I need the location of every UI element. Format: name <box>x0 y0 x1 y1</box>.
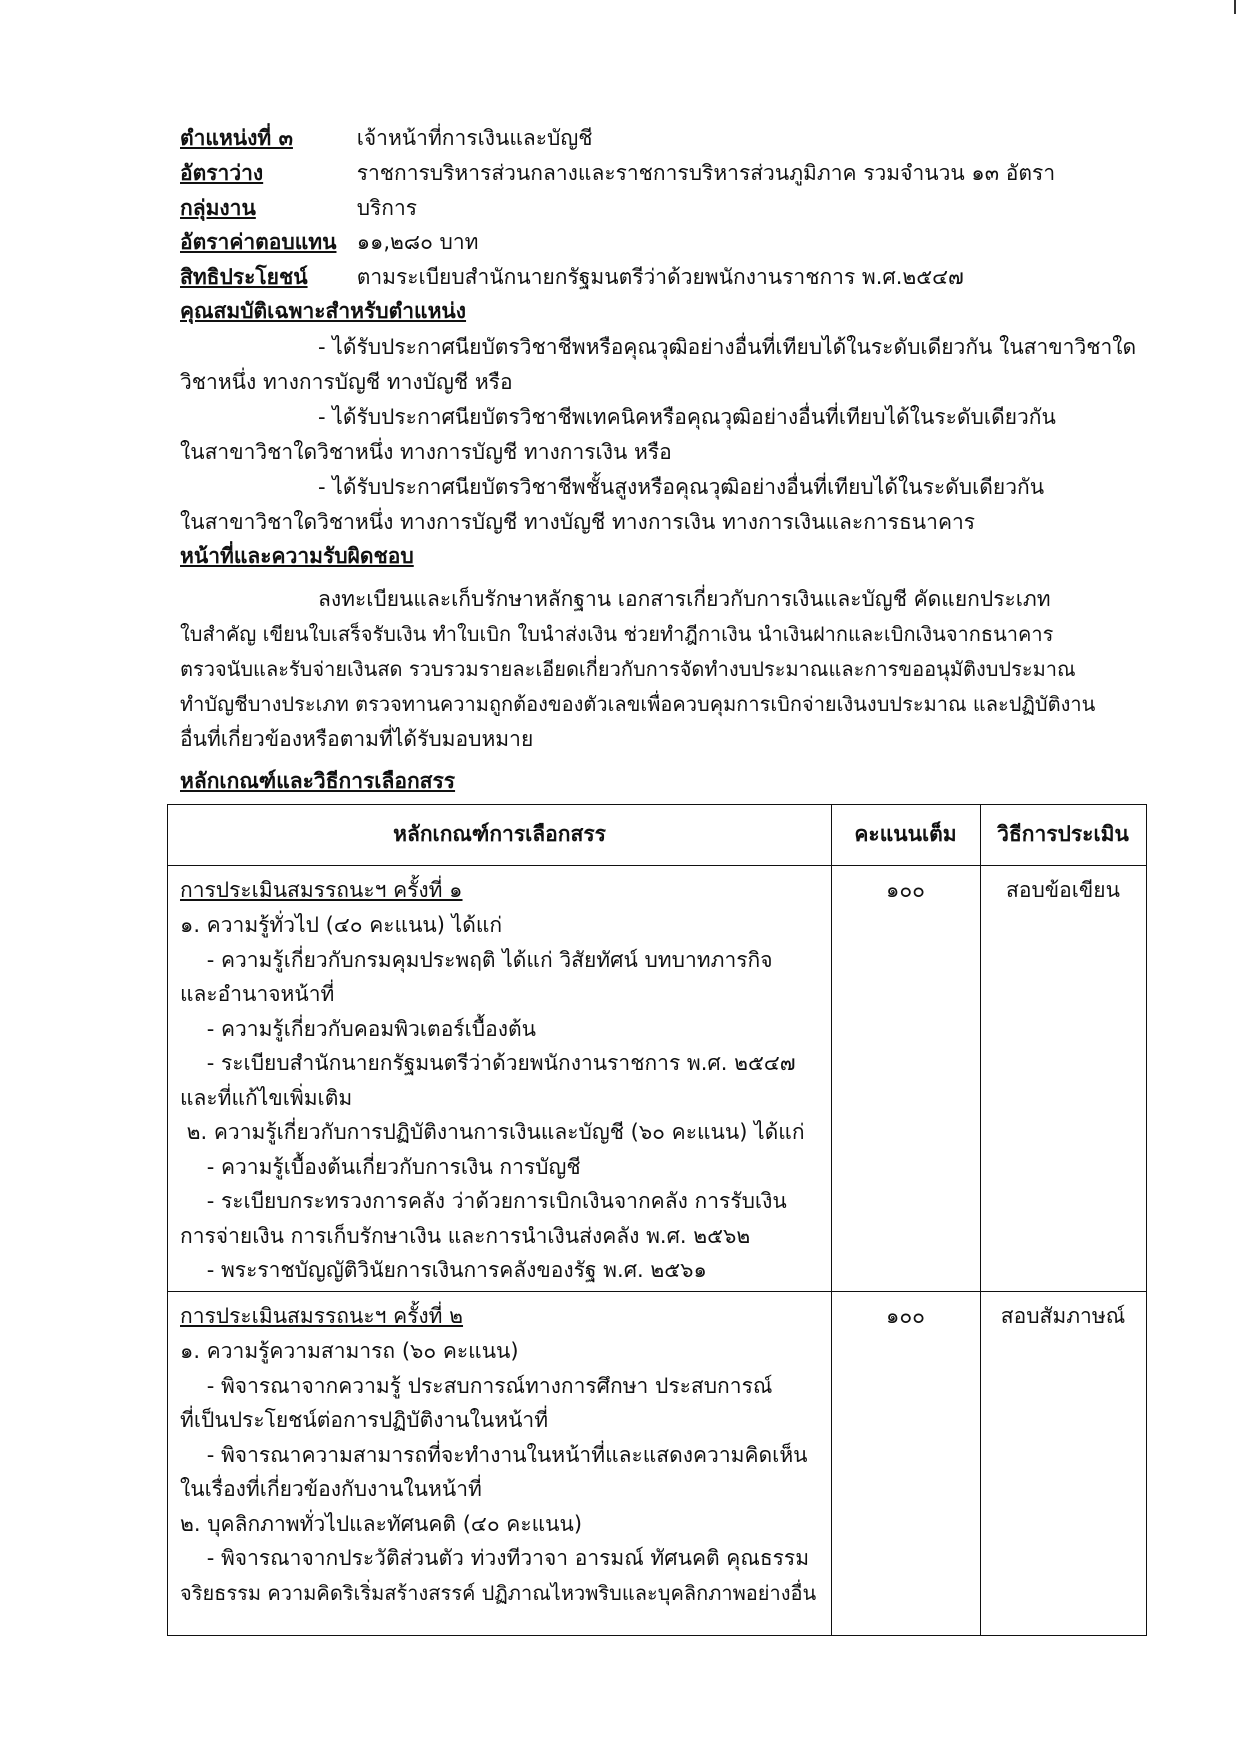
duties-heading: หน้าที่และความรับผิดชอบ <box>180 544 414 568</box>
criteria-table <box>167 804 1147 1636</box>
duties-line: ตรวจนับและรับจ่ายเงินสด รวบรวมรายละเอียดเกี่ยวกับการจัดทำงบประมาณและการขออนุมัติงบประมาณ <box>180 657 1076 681</box>
work-group-label: กลุ่มงาน <box>180 196 256 220</box>
duties-line: อื่นที่เกี่ยวข้องหรือตามที่ได้รับมอบหมาย <box>180 727 534 751</box>
position-label: ตำแหน่งที่ ๓ <box>180 126 293 150</box>
benefits-row <box>180 262 964 292</box>
benefits-value: ตามระเบียบสำนักนายกรัฐมนตรีว่าด้วยพนักงานราชการ พ.ศ.๒๕๔๗ <box>356 265 964 289</box>
criteria-heading: หลักเกณฑ์และวิธีการเลือกสรร <box>180 769 456 793</box>
qualification-line: ในสาขาวิชาใดวิชาหนึ่ง ทางการบัญชี ทางบัญชี ทางการเงิน ทางการเงินและการธนาคาร <box>180 510 976 534</box>
table-row-title: การประเมินสมรรถนะฯ ครั้งที่ ๑ <box>180 878 463 902</box>
duties-line: ทำบัญชีบางประเภท ตรวจทานความถูกต้องของตัวเลขเพื่อควบคุมการเบิกจ่ายเงินงบประมาณ และปฏิบัติงาน <box>180 692 1096 716</box>
table-row-line: - ความรู้เบื้องต้นเกี่ยวกับการเงิน การบัญชี <box>180 1155 581 1179</box>
qualification-line: - ได้รับประกาศนียบัตรวิชาชีพเทคนิคหรือคุณวุฒิอย่างอื่นที่เทียบได้ในระดับเดียวกัน <box>318 405 1056 429</box>
table-row-line: - ความรู้เกี่ยวกับคอมพิวเตอร์เบื้องต้น <box>180 1017 536 1041</box>
work-group-row <box>180 193 417 223</box>
table-column-divider <box>831 805 832 1635</box>
table-header-method: วิธีการประเมิน <box>997 822 1129 846</box>
table-header-criteria: หลักเกณฑ์การเลือกสรร <box>393 822 606 846</box>
table-row-line: - พระราชบัญญัติวินัยการเงินการคลังของรัฐ พ.ศ. ๒๕๖๑ <box>180 1258 707 1282</box>
page-edge-mark <box>1234 0 1242 14</box>
salary-label: อัตราค่าตอบแทน <box>180 230 337 254</box>
table-row-line: - พิจารณาความสามารถที่จะทำงานในหน้าที่และแสดงความคิดเห็น <box>180 1443 808 1467</box>
table-row-line: - ความรู้เกี่ยวกับกรมคุมประพฤติ ได้แก่ วิสัยทัศน์ บทบาทภารกิจ <box>180 948 773 972</box>
table-row-line: การจ่ายเงิน การเก็บรักษาเงิน และการนำเงินส่งคลัง พ.ศ. ๒๕๖๒ <box>180 1224 751 1248</box>
table-column-divider <box>980 805 981 1635</box>
table-row-score: ๑๐๐ <box>886 878 925 902</box>
table-header-divider <box>168 865 1146 866</box>
work-group-value: บริการ <box>356 196 418 220</box>
qualification-line: วิชาหนึ่ง ทางการบัญชี ทางบัญชี หรือ <box>180 370 513 394</box>
table-row-line: - พิจารณาจากประวัติส่วนตัว ท่วงทีวาจา อารมณ์ ทัศนคติ คุณธรรม <box>180 1546 810 1570</box>
table-row-line: จริยธรรม ความคิดริเริ่มสร้างสรรค์ ปฏิภาณไหวพริบและบุคลิกภาพอย่างอื่น <box>180 1581 817 1605</box>
table-row-score: ๑๐๐ <box>886 1304 925 1328</box>
qualification-line: - ได้รับประกาศนียบัตรวิชาชีพชั้นสูงหรือคุณวุฒิอย่างอื่นที่เทียบได้ในระดับเดียวกัน <box>318 475 1045 499</box>
table-row-line: - ระเบียบสำนักนายกรัฐมนตรีว่าด้วยพนักงานราชการ พ.ศ. ๒๕๔๗ <box>180 1051 796 1075</box>
table-row-divider <box>168 1291 1146 1292</box>
table-row-line: ๑. ความรู้ทั่วไป (๔๐ คะแนน) ได้แก่ <box>180 913 503 937</box>
table-row-line: ที่เป็นประโยชน์ต่อการปฏิบัติงานในหน้าที่ <box>180 1408 549 1432</box>
qualification-line: - ได้รับประกาศนียบัตรวิชาชีพหรือคุณวุฒิอย่างอื่นที่เทียบได้ในระดับเดียวกัน ในสาขาวิชาใด <box>318 335 1137 359</box>
position-row <box>180 123 593 153</box>
qualifications-heading: คุณสมบัติเฉพาะสำหรับตำแหน่ง <box>180 299 467 323</box>
table-row-line: ๒. ความรู้เกี่ยวกับการปฏิบัติงานการเงินและบัญชี (๖๐ คะแนน) ได้แก่ <box>180 1120 805 1144</box>
table-row-method: สอบข้อเขียน <box>1006 878 1120 902</box>
table-header-score: คะแนนเต็ม <box>854 822 957 846</box>
table-row-line: ในเรื่องที่เกี่ยวข้องกับงานในหน้าที่ <box>180 1477 482 1501</box>
table-row-line: ๒. บุคลิกภาพทั่วไปและทัศนคติ (๔๐ คะแนน) <box>180 1512 583 1536</box>
position-value: เจ้าหน้าที่การเงินและบัญชี <box>356 126 593 150</box>
table-row-line: และอำนาจหน้าที่ <box>180 982 335 1006</box>
salary-row <box>180 227 479 257</box>
table-row-method: สอบสัมภาษณ์ <box>1000 1304 1126 1328</box>
table-row-title: การประเมินสมรรถนะฯ ครั้งที่ ๒ <box>180 1304 464 1328</box>
table-row-line: - พิจารณาจากความรู้ ประสบการณ์ทางการศึกษา ประสบการณ์ <box>180 1374 773 1398</box>
duties-line: ใบสำคัญ เขียนใบเสร็จรับเงิน ทำใบเบิก ใบนำส่งเงิน ช่วยทำฎีกาเงิน นำเงินฝากและเบิกเงินจากธนาคาร <box>180 622 1054 646</box>
vacancy-value: ราชการบริหารส่วนกลางและราชการบริหารส่วนภูมิภาค รวมจำนวน ๑๓ อัตรา <box>356 161 1056 185</box>
duties-line: ลงทะเบียนและเก็บรักษาหลักฐาน เอกสารเกี่ยวกับการเงินและบัญชี คัดแยกประเภท <box>318 587 1051 611</box>
table-row-line: ๑. ความรู้ความสามารถ (๖๐ คะแนน) <box>180 1339 519 1363</box>
table-row-line: และที่แก้ไขเพิ่มเติม <box>180 1086 353 1110</box>
salary-value: ๑๑,๒๘๐ บาท <box>356 230 479 254</box>
qualification-line: ในสาขาวิชาใดวิชาหนึ่ง ทางการบัญชี ทางการเงิน หรือ <box>180 440 672 464</box>
vacancy-label: อัตราว่าง <box>180 161 264 185</box>
vacancy-row <box>180 158 1055 188</box>
benefits-label: สิทธิประโยชน์ <box>180 265 308 289</box>
table-row-line: - ระเบียบกระทรวงการคลัง ว่าด้วยการเบิกเงินจากคลัง การรับเงิน <box>180 1189 787 1213</box>
